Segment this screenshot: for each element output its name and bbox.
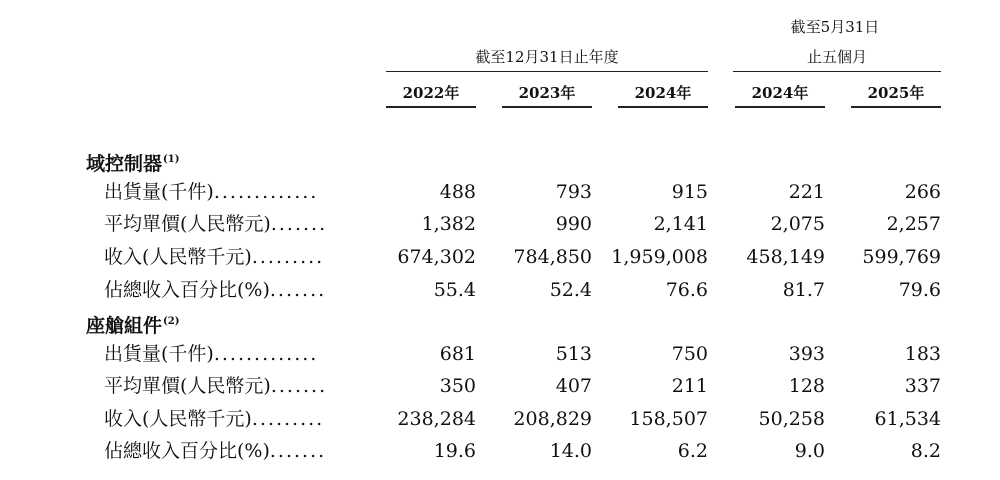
interim-group-rule	[733, 71, 941, 72]
row-label: 佔總收入百分比(%).......	[104, 440, 327, 462]
dot-leader: .......	[270, 213, 328, 235]
year-header-2025-interim: 2025年	[867, 84, 925, 102]
row-label: 出貨量(千件).............	[104, 181, 319, 203]
year-header-2023: 2023年	[518, 84, 576, 102]
year-header-2024-interim: 2024年	[751, 84, 809, 102]
table-cell: 2,257	[886, 213, 941, 235]
table-cell: 211	[671, 375, 708, 397]
year-header-2022: 2022年	[402, 84, 460, 102]
table-cell: 337	[904, 375, 941, 397]
table-cell: 81.7	[782, 279, 825, 301]
table-cell: 513	[555, 343, 592, 365]
section-title-cockpit-components	[86, 311, 179, 337]
table-row	[0, 279, 1000, 301]
table-row	[0, 246, 1000, 268]
table-cell: 6.2	[677, 440, 708, 462]
table-cell: 14.0	[549, 440, 592, 462]
row-label: 出貨量(千件).............	[104, 343, 319, 365]
year-underline-2024-annual	[618, 106, 708, 108]
row-label: 收入(人民幣千元).........	[104, 408, 325, 430]
table-cell: 158,507	[629, 408, 708, 430]
section-title-text: 域控制器	[86, 153, 163, 175]
year-header-2024-annual: 2024年	[634, 84, 692, 102]
dot-leader: .............	[213, 181, 319, 203]
annual-group-rule	[386, 71, 708, 72]
table-row	[0, 181, 1000, 203]
annual-period-label: 截至12月31日止年度	[475, 48, 619, 66]
table-cell: 784,850	[513, 246, 592, 268]
table-cell: 76.6	[665, 279, 708, 301]
table-cell: 681	[439, 343, 476, 365]
table-cell: 488	[439, 181, 476, 203]
dot-leader: .........	[251, 246, 325, 268]
table-cell: 793	[555, 181, 592, 203]
year-underline-2023	[502, 106, 592, 108]
table-cell: 79.6	[898, 279, 941, 301]
table-cell: 350	[439, 375, 476, 397]
dot-leader: .............	[213, 343, 319, 365]
table-cell: 599,769	[862, 246, 941, 268]
row-label: 收入(人民幣千元).........	[104, 246, 325, 268]
table-cell: 1,959,008	[611, 246, 708, 268]
dot-leader: .......	[270, 375, 328, 397]
table-row	[0, 408, 1000, 430]
dot-leader: .........	[251, 408, 325, 430]
table-cell: 50,258	[758, 408, 825, 430]
table-cell: 19.6	[433, 440, 476, 462]
dot-leader: .......	[269, 279, 327, 301]
table-cell: 61,534	[874, 408, 941, 430]
table-cell: 750	[671, 343, 708, 365]
table-cell: 266	[904, 181, 941, 203]
table-row	[0, 440, 1000, 462]
table-cell: 52.4	[549, 279, 592, 301]
table-cell: 990	[555, 213, 592, 235]
table-cell: 238,284	[397, 408, 476, 430]
year-underline-2025-interim	[851, 106, 941, 108]
table-row	[0, 213, 1000, 235]
table-cell: 221	[788, 181, 825, 203]
row-label: 平均單價(人民幣元).......	[104, 375, 328, 397]
table-cell: 128	[788, 375, 825, 397]
row-label: 平均單價(人民幣元).......	[104, 213, 328, 235]
table-row	[0, 375, 1000, 397]
year-underline-2022	[386, 106, 476, 108]
footnote-marker: (2)	[163, 316, 180, 327]
table-cell: 183	[904, 343, 941, 365]
row-label: 佔總收入百分比(%).......	[104, 279, 327, 301]
table-cell: 55.4	[433, 279, 476, 301]
table-cell: 915	[671, 181, 708, 203]
table-cell: 2,141	[653, 213, 708, 235]
table-cell: 2,075	[770, 213, 825, 235]
section-title-domain-controller	[86, 149, 179, 175]
interim-period-label-line1: 截至5月31日	[790, 18, 880, 36]
section-title-text: 座艙組件	[86, 315, 163, 337]
table-cell: 458,149	[746, 246, 825, 268]
table-cell: 1,382	[421, 213, 476, 235]
table-row	[0, 343, 1000, 365]
table-cell: 674,302	[397, 246, 476, 268]
dot-leader: .......	[269, 440, 327, 462]
footnote-marker: (1)	[163, 154, 180, 165]
table-cell: 208,829	[513, 408, 592, 430]
table-cell: 9.0	[794, 440, 825, 462]
table-cell: 393	[788, 343, 825, 365]
table-cell: 407	[555, 375, 592, 397]
year-underline-2024-interim	[735, 106, 825, 108]
interim-period-label-line2: 止五個月	[806, 48, 867, 66]
table-cell: 8.2	[910, 440, 941, 462]
